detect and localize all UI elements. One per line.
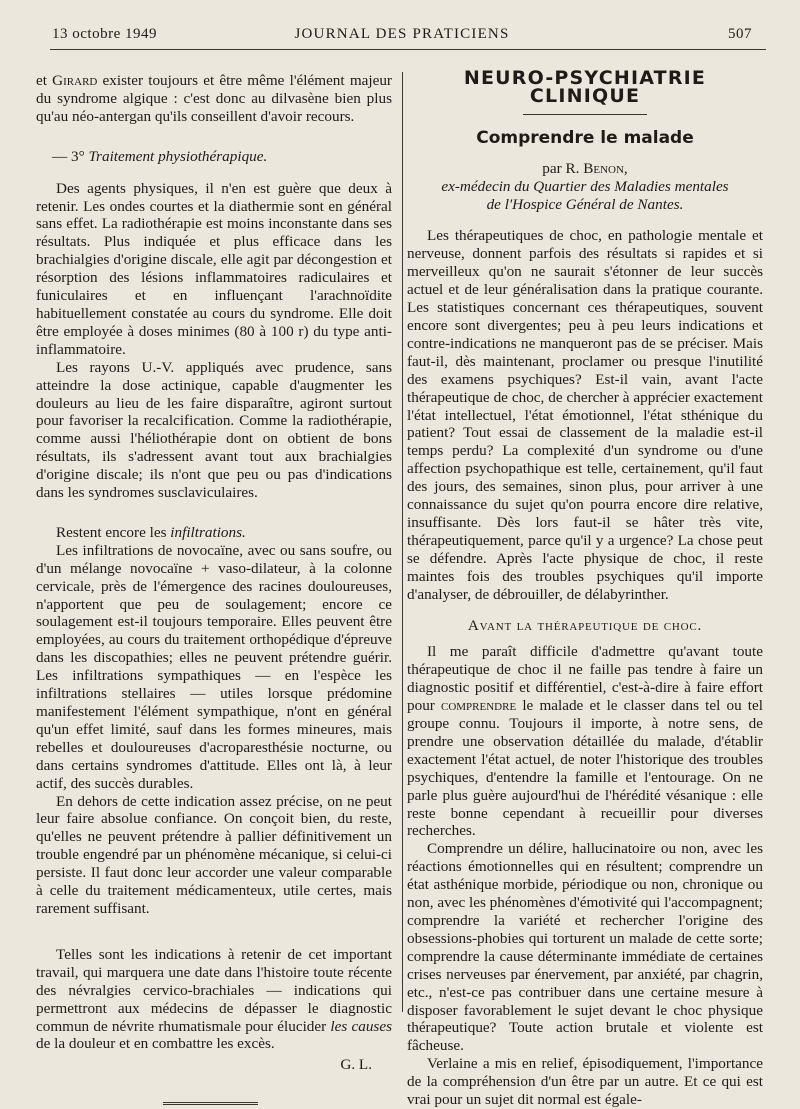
header-rule	[50, 49, 766, 50]
paragraph: Des agents physiques, il n'en est guère que deux à retenir. Les ondes courtes et la diathermie sont en général sans effet. La radiothérapie est moins inconstante dans ses résultats. Plus indiquée et plus efficace dans les brachialgies d'origine discale, elle agit par décongestion et résorption des lésions inflammatoires radiculaires et funiculaires et en influençant l'arachnoïdite habituellement constatée au cours du syndrome. Elle doit être employée à doses minimes (80 à 100 r) du type anti-inflammatoire.	[36, 179, 392, 358]
journal-title: JOURNAL DES PRATICIENS	[294, 26, 510, 42]
rubric-rule	[523, 114, 647, 115]
subsection-heading: Avant la thérapeutique de choc.	[467, 617, 703, 635]
rubric-heading: NEURO-PSYCHIATRIE CLINIQUE	[463, 67, 707, 107]
header-date: 13 octobre 1949	[52, 26, 157, 42]
paragraph: Comprendre un délire, hallucinatoire ou non, avec les réactions émotionnelles qui en résultent; comprendre un état asthénique morbide, périodique ou non, chronique ou non, avec les phénomènes d'émotivité qui l'accompagnent; comprendre la variété et rechercher l'origine des obsessions-phobies qui torturent un malade de cette sorte; comprendre la cause déterminante immédiate de certaines crises nerveuses par énervement, par anxiété, par chagrin, etc., n'est-ce pas contribuer dans une certaine mesure à disposer favorablement le sujet devant le choc physique thérapeutique? Toute action brutale et violente est fâcheuse.	[407, 840, 763, 1055]
paragraph: Restent encore les infiltrations.	[56, 523, 246, 541]
paragraph: Les thérapeutiques de choc, en pathologie mentale et nerveuse, donnent parfois des résultats si rapides et si merveilleux qu'on ne saurait s'étonner de leur succès actuel et de leur généralisation dans la pratique courante. Les statistiques concernant ces thérapeutiques, souvent encore sont divergentes; peu à peu leurs indications et contre-indications ne manqueront pas de se préciser. Mais faut-il, dès maintenant, proclamer ou presque l'inutilité des examens psychiques? Est-il vain, avant l'acte thérapeutique de choc, de chercher à apprécier exactement l'état intellectuel, l'état émotionnel, l'état sthénique du patient? Tout essai de classement de la maladie est-il temps perdu? La complexité d'un syndrome ou d'une affection psychopathique est telle, certainement, qu'il faut des jours, des semaines, sinon plus, pour arriver à une connaissance du sujet qu'on pourra encore dire relative, insuffisante. Dès lors faut-il se hâter très vite, thérapeutiquement, parce qu'il y a urgence? La chose peut se défendre. Après l'acte physique de choc, il reste maintes fois des troubles psychiques qu'il importe d'analyser, de débrouiller, de délabyrinther.	[407, 227, 763, 603]
right-column	[407, 67, 763, 1109]
column-divider	[402, 72, 403, 1012]
paragraph: Les rayons U.-V. appliqués avec prudence, sans atteindre la dose actinique, capable d'augmenter les douleurs au lieu de les faire disparaître, agiront surtout pour favoriser la recalcification. Comme la radiothérapie, comme aussi l'héliothérapie dont on obtient de bons résultats, ils s'adressent avant tout aux brachialgies d'origine discale; ils n'ont que peu ou pas d'indications dans les syndromes susclaviculaires.	[36, 358, 392, 502]
affiliation: de l'Hospice Général de Nantes.	[486, 195, 684, 213]
paragraph: Les infiltrations de novocaïne, avec ou sans soufre, ou d'un mélange novocaïne + vaso-dilateur, à la colonne cervicale, près de l'émergence des racines douloureuses, n'apportent que peu de soulagement; encore ce soulagement est-il toujours temporaire. Elles peuvent être employées, au cours du traitement orthopédique d'épreuve dans les discopathies; elles ne peuvent prétendre guérir. Les infiltrations sympathiques — en l'espèce les infiltrations stellaires — utiles lorsque prédomine manifestement l'élément sympathique, n'ont en général qu'un effet limité, sauf dans les formes mineures, mais rebelles et douloureuses d'acroparesthésie nocturne, ou dans certains syndromes d'attitude. Elles ont là, à leur actif, des succès durables.	[36, 541, 392, 792]
byline: par R. Benon,	[542, 159, 628, 177]
paragraph: et Girard exister toujours et être même l'élément majeur du syndrome algique : c'est donc au dilvasène bien plus qu'au néo-antergan qu'ils conseillent d'avoir recours.	[36, 72, 392, 125]
signature: G. L.	[340, 1056, 372, 1074]
section-heading: — 3° Traitement physiothérapique.	[52, 147, 268, 165]
article-title: Comprendre le malade	[476, 127, 694, 148]
paragraph: En dehors de cette indication assez précise, on ne peut leur faire absolue confiance. On conçoit bien, du reste, qu'elles ne peuvent prétendre à pallier définitivement un trouble engendré par un phénomène mécanique, si celui-ci persiste. Il faut donc leur accorder une valeur comparable à celle du traitement médicamenteux, utile certes, mais rarement suffisant.	[36, 792, 392, 917]
left-column	[36, 72, 392, 1105]
author-name: Girard	[52, 72, 98, 89]
paragraph: Verlaine a mis en relief, épisodiquement, l'importance de la compréhension d'un être par un autre. Et ce qui est vrai pour un sujet dit normal est égale-	[407, 1055, 763, 1109]
running-header	[52, 26, 752, 48]
end-rule	[163, 1102, 258, 1105]
affiliation: ex-médecin du Quartier des Maladies mentales	[441, 177, 729, 195]
paragraph: Telles sont les indications à retenir de cet important travail, qui marquera une date dans l'histoire toute récente des névralgies cervico-brachiales — indications qui permettront aux médecins de dépasser le diagnostic commun de névrite rhumatismale pour élucider les causes de la douleur et en combattre les excès.	[36, 945, 392, 1053]
paragraph: Il me paraît difficile d'admettre qu'avant toute thérapeutique de choc il ne faille pas tendre à faire un diagnostic positif et différentiel, c'est-à-dire à faire effort pour comprendre le malade et le classer dans tel ou tel groupe connu. Toujours il importe, à notre sens, de prendre une observation détaillée du malade, d'établir exactement l'état actuel, de noter l'historique des troubles psychiques, d'entendre la famille et l'entourage. On ne parle plus guère aujourd'hui de l'hérédité vésanique : elle reste bonne cependant à recueillir pour diverses recherches.	[407, 643, 763, 840]
page-number: 507	[728, 26, 752, 42]
author-name: Benon,	[583, 159, 628, 177]
